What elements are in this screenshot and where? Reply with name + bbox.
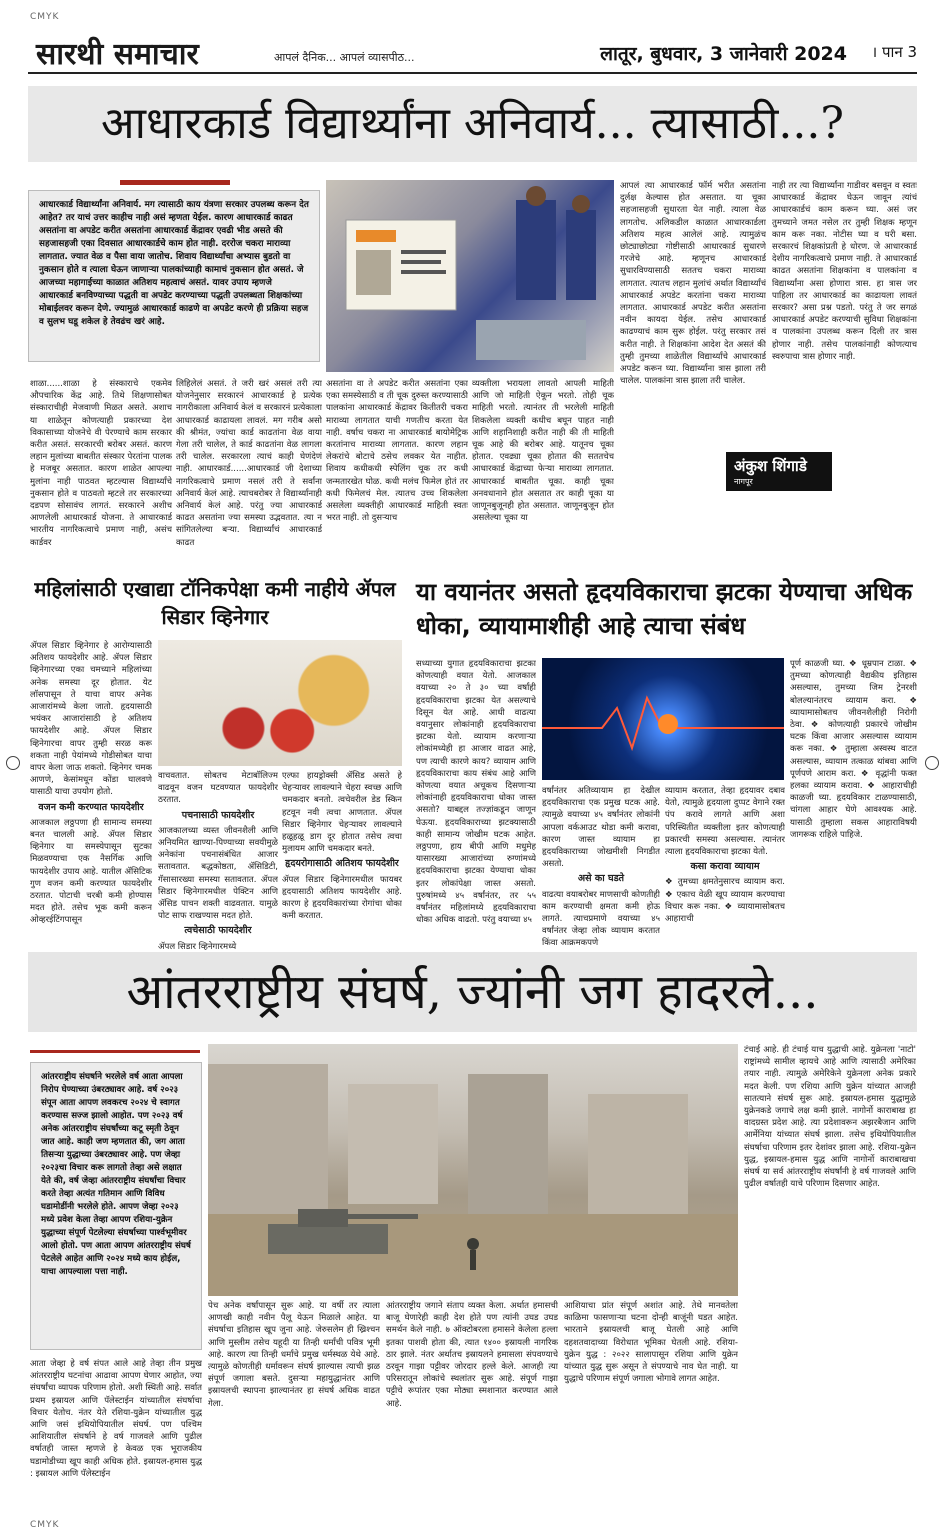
author-place: नागपूर <box>734 477 753 486</box>
red-rule-1 <box>120 180 230 185</box>
story4-column-2: पेच अनेक वर्षांपासून सुरू आहे. या वर्षी तर त्याला आणखी काही नवीन पैलू येऊन मिळाले आहेत. या संघर्षाचा इतिहास खूप जुना आहे. जेरुसलेम ही ख्रिश्चन आणि मुस्लीम तसेच यहूदी या तिन्ही धर्मांची पवित्र भूमी आहे. कारण त्या तिन्ही धर्मांचे प्रमुख धर्मस्थळ येथे आहे. त्यामुळे कोणतीही धर्मावरून संघर्ष झाल्यास त्याची झळ संपूर्ण जगाला बसते. दुसऱ्या महायुद्धानंतर आणि इस्रायलची स्थापना झाल्यानंतर हा संघर्ष अधिक वाढत गेला. <box>208 1301 380 1409</box>
story2-column-3-text: एल्फा हायड्रोक्सी ॲसिड असते हे चेहऱ्यावर लावल्याने चेहरा स्वच्छ आणि चमकदार बनतो. त्वचेवरील डेड स्किन हटवून नवी त्वचा आणतात. ॲपल सिडार व्हिनेगार चेहऱ्यावर लावल्याने हळूहळू डाग दूर होतात तसेच त्वचा मुलायम आणि चमकदार बनते. <box>282 771 402 855</box>
story2-column-2 <box>158 770 278 950</box>
masthead <box>28 28 917 74</box>
registration-mark-right <box>925 756 939 770</box>
story2-column-2b-text: आजकालच्या व्यस्त जीवनशैली आणि अनियमित खाण्या-पिण्याच्या सवयीमुळे अनेकांना पचनासंबंधित आजार सतावतात. बद्धकोष्ठता, ॲसिडिटी, गॅसासारख्या समस्या सतावतात. ॲपल सिडार व्हिनेगारमधील पेक्टिन आणि ॲसिड पाचन शक्ती वाढवतात. यामुळे पोट साफ राखण्यास मदत होते. <box>158 825 278 922</box>
author-name: अंकुश शिंगाडे <box>734 457 807 475</box>
story1-column-2: लिहिलेलं असतं. ते जरी खरं असलं तरी त्या योजनेनुसार सरकारनं आधारकार्ड हे प्रत्येक नागरीकाला अनिवार्य केलं व सरकारनं प्रत्येकाला आधारकार्ड काढायला लावलं. मग गरीब असो की श्रीमंत, ज्यांचा कार्ड काढतांना वेळ वाया गेला तरी चालेल, ते कार्ड काढतांना वेळ लागला तरी चालेल. सरकारला त्याचं काही घेणंदेणं नाही. आधारकार्ड......आधारकार्ड जी देशाच्या नागरिकत्वाचे प्रमाण नसलं तरी ते सर्वांना अनिवार्य केलं आहे. त्याचबरोबर ते विद्यार्थ्यांनाही अनिवार्य केलं आहे. परंतु ज्या आधारकार्ड काढत असतांना ज्या समस्या उद्भवतात. त्या न सांगितलेल्या बऱ्या. विद्यार्थ्यांचं आधारकार्ड काढत <box>176 379 322 548</box>
story1-column-5: आपलं त्या आधारकार्ड फॉर्म भरीत असतांना दुर्लक्ष केल्यास होत असतात. या चूका सहजासहजी सुधारता येत नाही. त्याला वेळ लागतोच. अलिकडील काळात आधारकार्डला अतिशय महत्व आलेलं आहे. त्यामुळंच छोट्याछोट्या गोष्टीसाठी आधारकार्ड सुधारणे गरजेचे आहे. म्हणूनच आधारकार्ड सुधारविण्यासाठी सततच चकरा माराव्या लागतात. त्यातच लहान मुलांचं अर्थात विद्यार्थ्यांचं आधारकार्ड अपडेट करतांना चकरा माराव्या लागतात. आधारकार्ड अपडेट करीत असतांना नवीन कायदा येईल. तसेच आधारकार्ड काढण्याचं काम सुरू होईल. परंतु सरकार तसं करीत नाही. ते शिक्षकांना आदेश देत असतं की तुम्ही तुमच्या शाळेतील विद्यार्थ्यांचे आधारकार्ड अपडेट करून घ्या. विद्यार्थ्यांना त्रास झाला तरी चालेल. पालकांना त्रास झाला तरी चालेल. <box>620 181 766 387</box>
story2-subhead-weight: वजन कमी करण्यात फायदेशीर <box>38 801 144 813</box>
story3-subhead-exercise: कसा करावा व्यायाम <box>690 861 760 873</box>
story3-column-3-text: व्यायाम करतात, तेव्हा हृदयावर दबाव येतो, त्यामुळे हृदयाला दुप्पट वेगाने रक्त पंप करावे लागते आणि अशा परिस्थितीत व्यक्तीला इतर कोणत्याही प्रकारची समस्या असल्यास. त्यानंतर त्याला हृदयविकाराचा झटका येतो. <box>665 786 785 858</box>
story4-column-5: टंचाई आहे. ही टंचाई याच युद्धाची आहे. युक्रेनला 'नाटो' राष्ट्रांमध्ये सामील व्हायचे आहे आणि त्यासाठी अमेरिका तयार नाही. त्यामुळे अमेरिकेने युक्रेनला अनेक प्रकारे मदत केली. पण रशिया आणि युक्रेन यांच्यात आजही सातत्याने संघर्ष सुरू आहे. इस्रायल-हमास युद्धामुळे युक्रेनकडे जगाचे लक्ष कमी झाले. नागोर्नो काराबाख हा वादग्रस्त प्रदेश आहे. त्या प्रदेशावरून अझरबैजान आणि आर्मेनिया यांच्यात संघर्ष झाला. तसेच इथियोपियातील संघर्षाचा परिणाम इतर देशांवर झाला आहे. रशिया-युक्रेन युद्ध, इस्रायल-हमास युद्ध आणि नागोर्नो काराबाखचा संघर्ष या सर्व आंतरराष्ट्रीय संघर्षांनी हे वर्ष गाजवले आणि पुढील वर्षातही याचे परिणाम दिसणार आहेत. <box>744 1045 916 1190</box>
story1-headline: आधारकार्ड विद्यार्थ्यांना अनिवार्य... त्यासाठी...? <box>28 86 917 162</box>
story1-lead: आधारकार्ड विद्यार्थ्यांना अनिवार्य. मग त्यासाठी काय यंत्रणा सरकार उपलब्ध करून देत आहेत? तर याचं उत्तर काहीच नाही असं म्हणता येईल. कारण आधारकार्ड काढत असतांना वा अपडेट करीत असतांना आधारकार्ड केंद्रावर एवढी भीड असते की सहजासहजी एका दिवसात आधारकार्डचे काम होत नाही. दररोज चकरा माराव्या लागतात. ज्यात वेळ व पैसा वाया जातोच. शिवाय विद्यार्थ्यांचा अभ्यास बुडतो वा नुकसान होते व त्याला घेऊन जाणाऱ्या पालकांच्याही कामाचं नुकसान होत असतं. जे आजच्या महागाईच्या काळात अतिशय महत्वाचं असतं. यावर उपाय म्हणजे आधारकार्ड बनविण्याच्या पद्धती वा अपडेट करण्याच्या पद्धती उपलब्धता शिक्षकांच्या मोबाईलवर करून देणे. ज्यामुळं आधारकार्ड काढणे वा अपडेट करणे ही प्रक्रिया सहज व सुलभ घडू शकेल हे तेवढंच खरं आहे. <box>39 200 309 327</box>
story1-lead-box <box>28 190 320 362</box>
story2-column-3b-text: ॲपल सिडार व्हिनेगारमधील फायबर हृदयासाठी अतिशय फायदेशीर आहे. कारण हे हृदयविकारांच्या रोगांचा धोका कमी करतात. <box>282 874 402 922</box>
story1-column-4: व्यक्तीला भरायला लावतो आपली माहिती आणि जो माहिती ऐकून भरतो. तोही चूक माहिती भरतो. त्यानंतर ती भरलेली माहिती शिकलेला व्यक्ती कधीच बघून पाहत नाही आणि शहानिशाही करीत नाही की ती माहिती चूक आहे की बरोबर आहे. यातूनच चूका होतात. एवढ्या चूका होतात की सततचेच आधारकार्ड केंद्राच्या फेऱ्या माराव्या लागतात. आधारकार्ड बाबतीत चूका. काही चूका अनवधानाने होत असतात तर काही चूका या जाणूनबुजूनही होत असतात. जाणूनबुजून होत असलेल्या चूका या <box>472 379 614 524</box>
story3-column-3 <box>665 785 785 950</box>
story4-column-3: आंतरराष्ट्रीय जगाने संताप व्यक्त केला. अर्थात हमासची बाजू घेणारेही काही देश होते पण त्यांनी उघड उघड समर्थन केले नाही. ७ ऑक्टोबरला हमासने केलेला हल्ला इतका पाशवी होता की, त्यात १४०० इस्रायली नागरिक ठार झाले. नंतर अर्थातच इस्रायलने हमासला संपवण्याचे ठरवून गाझा पट्टीवर जोरदार हल्ले केले. आजही त्या परिसरातून लोकांचे स्थलांतर सुरू आहे. संपूर्ण गाझा पट्टीचे रूपांतर एका मोठ्या स्मशानात करण्यात आले आहे. <box>386 1301 558 1409</box>
story4-lead-box <box>30 1062 202 1350</box>
story4-lead: आंतरराष्ट्रीय संघर्षाने भरलेले वर्ष आता आपला निरोप घेण्याच्या उंबरठ्यावर आहे. वर्ष २०२३ संपून आता आपण लवकरच २०२४ चे स्वागत करण्यास सज्ज झालो आहोत. पण २०२३ वर्ष अनेक आंतरराष्ट्रीय संघर्षांच्या कटू स्मृती ठेवून जात आहे. काही जण म्हणतात की, जग आता तिसऱ्या युद्धाच्या उंबरठ्यावर आहे. पण जेव्हा २०२३चा विचार करू लागतो तेव्हा असे लक्षात येते की, वर्ष जेव्हा आंतरराष्ट्रीय संघर्षांचा विचार करते तेव्हा अत्यंत गतिमान आणि विविध घडामोडींनी भरलेले होते. आपण जेव्हा २०२३ मध्ये प्रवेश केला तेव्हा आपण रशिया-युक्रेन युद्धाच्या संपूर्ण पेटलेल्या संघर्षाच्या पार्श्वभूमीवर आलो होतो. पण आता आपण आंतरराष्ट्रीय संघर्ष पेटलेले आहेत आणि २०२४ मध्ये काय होईल, याचा आपल्याला पत्ता नाही. <box>41 1072 191 1277</box>
story3-headline: या वयानंतर असतो हृदयविकाराचा झटका येण्याचा अधिक धोका, व्यायामाशीही आहे त्याचा संबंध <box>416 578 913 640</box>
story1-column-3: असतांना वा ते अपडेट करीत असतांना एका एका समस्येसाठी व ती चूक दुरुस्त करण्यासाठी पालकांना आधारकार्ड केंद्रावर कितीतरी चकरा माराव्या लागतात याची गणतीच करता येत नाही. वर्षाच चकरा ना आधारकार्ड बायोमेट्रिक करतांनाच माराव्या लागतात. कारण लहान लेकरांचे बोटाचे ठसेच लवकर येत नाहीत. शिवाय कधीकधी स्पेलिंग चूक तर कधी जन्मतारखेत घोळ. कधी मलंच फिमेल होतं तर कधी फिमेलचं मेल. त्यातच उच्च शिकलेला असलेला व्यक्तीही आधारकार्ड माहिती स्वतः भरत नाही. तो दुसऱ्याच <box>326 379 468 524</box>
story2-column-2c-text: ॲपल सिडार व्हिनेगारमध्ये <box>158 941 237 950</box>
dateline: लातूर, बुधवार, 3 जानेवारी 2024 <box>600 43 847 65</box>
red-rule-2 <box>30 1050 200 1053</box>
registration-mark-left <box>6 756 20 770</box>
story2-subhead-skin: त्वचेसाठी फायदेशीर <box>184 925 252 937</box>
war-ruins-photo <box>208 1044 738 1296</box>
story4-column-1: आता जेव्हा हे वर्ष संपत आले आहे तेव्हा तीन प्रमुख आंतरराष्ट्रीय घटनांचा आढावा आपण घेणार आहोत, ज्या संघर्षांचा व्यापक परिणाम होतो. अशी स्थिती आहे. सर्वात प्रथम इस्रायल आणि पॅलेस्टाईन यांच्यातील संघर्षाचा विचार येतोच. नंतर येते रशिया-युक्रेन यांच्यातील युद्ध आणि जसं इथियोपियातील संघर्ष. पण पश्चिम आशियातील संघर्षाने हे वर्ष गाजवले आणि पुढील वर्षातही जास्त म्हणजे हे केवळ एक भूराजकीय घडामोडीच्या खूप काही अधिक होते. इस्रायल-हमास युद्ध : इस्रायल आणि पॅलेस्टाईन <box>30 1359 202 1479</box>
story2-column-1b-text: आजकाल लठ्ठपणा ही सामान्य समस्या बनत चालली आहे. ॲपल सिडार व्हिनेगार या समस्येपासून सुटका मिळवण्याचा एक नैसर्गिक आणि फायदेशीर उपाय आहे. यातील ॲसिटिक गुण वजन कमी करण्यात फायदेशीर ठरतात. पोटाची चरबी कमी होण्यास मदत होते. तसेच भूक कमी करून ओव्हरईटिंगपासून <box>30 817 152 926</box>
story2-subhead-digestion: पचनासाठी फायदेशीर <box>181 809 255 821</box>
story2-column-1 <box>30 640 152 950</box>
story1-column-6: नाही तर त्या विद्यार्थ्यांना गाडीवर बसवून व स्वतः आधारकार्ड केंद्रावर घेऊन जावून त्यांचं आधारकार्डचं काम करून घ्या. असं जर तुमच्याने जमत नसेल तर तुम्ही शिक्षक म्हणून काम करू नका. नोटीस घ्या व घरी बसा. सरकारचं शिक्षकांप्रती हे धोरण. जे आधारकार्ड देशीय नागरिकत्वाचे प्रमाण नाही. ते आधारकार्ड काढत असतांना शिक्षकांना व पालकांना व विद्यार्थ्यांना असा होणारा त्रास. हा त्रास जर पाहिला तर आधारकार्ड का काढायला लावतं सरकार? असा प्रश्न पडतो. परंतु ते जर सगळं आधारकार्ड अपडेट करण्याची सुविधा शिक्षकांना व पालकांना उपलब्ध करून दिली तर त्रास होणार नाही. तसेच पालकांनाही कोणत्याच स्वरुपाचा त्रास होणार नाही. <box>772 181 917 362</box>
vinegar-apples-photo <box>158 640 402 766</box>
story3-column-1: सध्याच्या युगात हृदयविकाराचा झटका कोणत्याही वयात येतो. आजकाल वयाच्या २० ते ३० च्या वर्षांही हृदयविकाराचा झटका येत असल्याचे दिसून येत आहे. आधी वाढत्या वयानुसार लोकांनाही हृदयविकाराचा झटका येतो. व्यायाम करणाऱ्या लोकांमध्येही हा आजार वाढत आहे, पण त्याची कारणे काय? व्यायाम आणि हृदयविकाराचा काय संबंध आहे आणि कोणत्या वयात अचूकच दिसणाऱ्या लोकांनाही हृदयविकाराचा धोका जास्त असतो? याबद्दल तज्ज्ञांकडून जाणून घेऊया. हृदयविकाराच्या झटक्यासाठी काही सामान्य जोखीम घटक आहेत. लठ्ठपणा, हाय बीपी आणि मधुमेह यासारख्या आजारांच्या रुग्णांमध्ये हृदयविकाराचा झटका येण्याचा धोका इतर लोकांपेक्षा जास्त असतो. पुरुषांमध्ये ४५ वर्षांनंतर, तर ५५ वर्षांनंतर महिलांमध्ये हृदयविकाराचा धोका अधिक वाढतो. परंतु वयाच्या ४५ <box>416 659 536 926</box>
heart-xray-photo <box>542 658 784 780</box>
story2-column-2-text: वाचवतात. सोबतच मेटाबॉलिज्म वाढवून वजन घटवण्यात फायदेशीर ठरतात. <box>158 771 278 806</box>
story3-column-3b-text: ❖ तुमच्या क्षमतेनुसारच व्यायाम करा. ❖ एकाच वेळी खूप व्यायाम करण्याचा विचार करू नका. ❖ व्यायामासोबतच आहाराची <box>665 877 785 925</box>
aadhar-card-icon <box>326 180 614 372</box>
story3-column-2-text: वर्षांनंतर अतिव्यायाम हा देखील हृदयविकाराचा एक प्रमुख घटक आहे. त्यामुळे वयाच्या ४५ वर्षांनंतर लोकांनी आपला वर्कआउट थोडा कमी करावा, कारण जास्त व्यायाम हा हृदयविकाराच्या जोखमीशी निगडीत असतो. <box>542 786 660 870</box>
story3-column-4: पूर्ण काळजी घ्या. ❖ धूम्रपान टाळा. ❖ तुमच्या कोणत्याही वैद्यकीय इतिहास असल्यास, तुमच्या जिम ट्रेनरशी बोलल्यानंतरच व्यायाम करा. ❖ व्यायामासोबतच जीवनशैलीही निरोगी ठेवा. ❖ कोणत्याही प्रकारचे जोखीम घटक किंवा आजार असल्यास व्यायाम करू नका. ❖ तुम्हाला अस्वस्थ वाटत असल्यास, व्यायाम तत्काळ थांबवा आणि पूर्णपणे आराम करा. ❖ वृद्धांनी फक्त हलका व्यायाम करावा. ❖ आहाराचीही काळजी घ्या. हृदयविकार टाळण्यासाठी, चांगला आहार घेणे आवश्यक आहे. यासाठी तुम्हाला सकस आहाराविषयी जागरूक राहिले पाहिजे. <box>790 659 917 840</box>
tank-icon <box>208 1044 738 1296</box>
story2-headline: महिलांसाठी एखाद्या टॉनिकपेक्षा कमी नाहीये ॲपल सिडार व्हिनेगार <box>34 577 396 629</box>
story4-column-4: आशियाचा प्रांत संपूर्ण अशांत आहे. तेथे मानवतेला काळिमा फासणाऱ्या घटना दोन्ही बाजूंनी घडत आहेत. भारताने इस्रायलची बाजू घेतली आहे आणि दहशतवादाच्या विरोधात भूमिका घेतली आहे. रशिया-युक्रेन युद्ध : २०२२ सालापासून रशिया आणि युक्रेन यांच्यात युद्ध सुरू असून ते संपण्याचे नाव घेत नाही. या युद्धाचे परिणाम संपूर्ण जगाला भोगावे लागत आहेत. <box>564 1301 738 1385</box>
page-number: । पान 3 <box>871 43 917 61</box>
newspaper-logo: सारथी समाचार <box>36 37 199 72</box>
tagline: आपलं दैनिक... आपलं व्यासपीठ... <box>274 51 415 64</box>
story2-column-3 <box>282 770 402 950</box>
cmyk-mark-bottom: CMYK <box>30 1520 60 1530</box>
heartbeat-icon <box>542 658 784 780</box>
story1-column-1: शाळा......शाळा हे संस्काराचे एकमेव औपचारिक केंद्र आहे. तिथे शिक्षणासोबत संस्काराचीही मेजवाणी मिळत असते. अशाच या शाळेतून कोणत्याही प्रकारच्या देश विकासाच्या योजनेचे वी पेरण्याचे काम सरकार करीत असतं. सरकारची बरोबर असतं. कारण लहान मुलांच्या बाबतीत संस्कार पेरतांना पालक हे मजबूर असतात. कारण शाळेत आपल्या मुलांना नाही पाठवत म्हटल्यास विद्यार्थ्यांचे नुकसान होते व पाठवतो म्हटले तर सरकारच्या दडपण सोसावंच लागतं. सरकारने अशीच आणलेली आधारकार्ड योजना. ते आधारकार्ड भारतीय नागरिकत्वाचे प्रमाण नाही, असंच कार्डवर <box>30 379 172 548</box>
story2-column-1-text: ॲपल सिडार व्हिनेगार हे आरोग्यासाठी अतिशय फायदेशीर आहे. ॲपल सिडार व्हिनेगारच्या एका चमच्याने महिलांच्या अनेक समस्या दूर होतात. येट लॉसपासून ते याचा वापर अनेक आजारांमध्ये केला जातो. हृदयासाठी भयंकर आजारांसाठी हे अतिशय फायदेशीर आहे. ॲपल सिडार व्हिनेगारचा वापर तुम्ही सरळ करू शकता नाही पेयांमध्ये गोडीसोबत याचा वापर केला जाऊ शकतो. व्हिनेगर चमक आणणे, केसांमधून कोंडा घालवणे यासाठी याचा उपयोग होतो. <box>30 641 152 798</box>
story3-column-2 <box>542 785 660 950</box>
story4-headline: आंतरराष्ट्रीय संघर्ष, ज्यांनी जग हादरले... <box>28 952 917 1032</box>
author-byline <box>726 452 832 491</box>
cmyk-mark-top: CMYK <box>30 12 60 22</box>
story2-subhead-heart: हृदयरोगासाठी अतिशय फायदेशीर <box>285 858 399 870</box>
aadhar-students-photo <box>326 180 614 372</box>
story3-column-2b-text: वाढत्या वयाबरोबर माणसाची कोणतीही काम करण्याची क्षमता कमी होऊ लागते. त्याचप्रमाणे वयाच्या ४५ वर्षांनंतर जेव्हा लोक व्यायाम करतात किंवा आक्रमकपणे <box>542 889 660 949</box>
story3-subhead-why: असे का घडते <box>577 873 625 885</box>
